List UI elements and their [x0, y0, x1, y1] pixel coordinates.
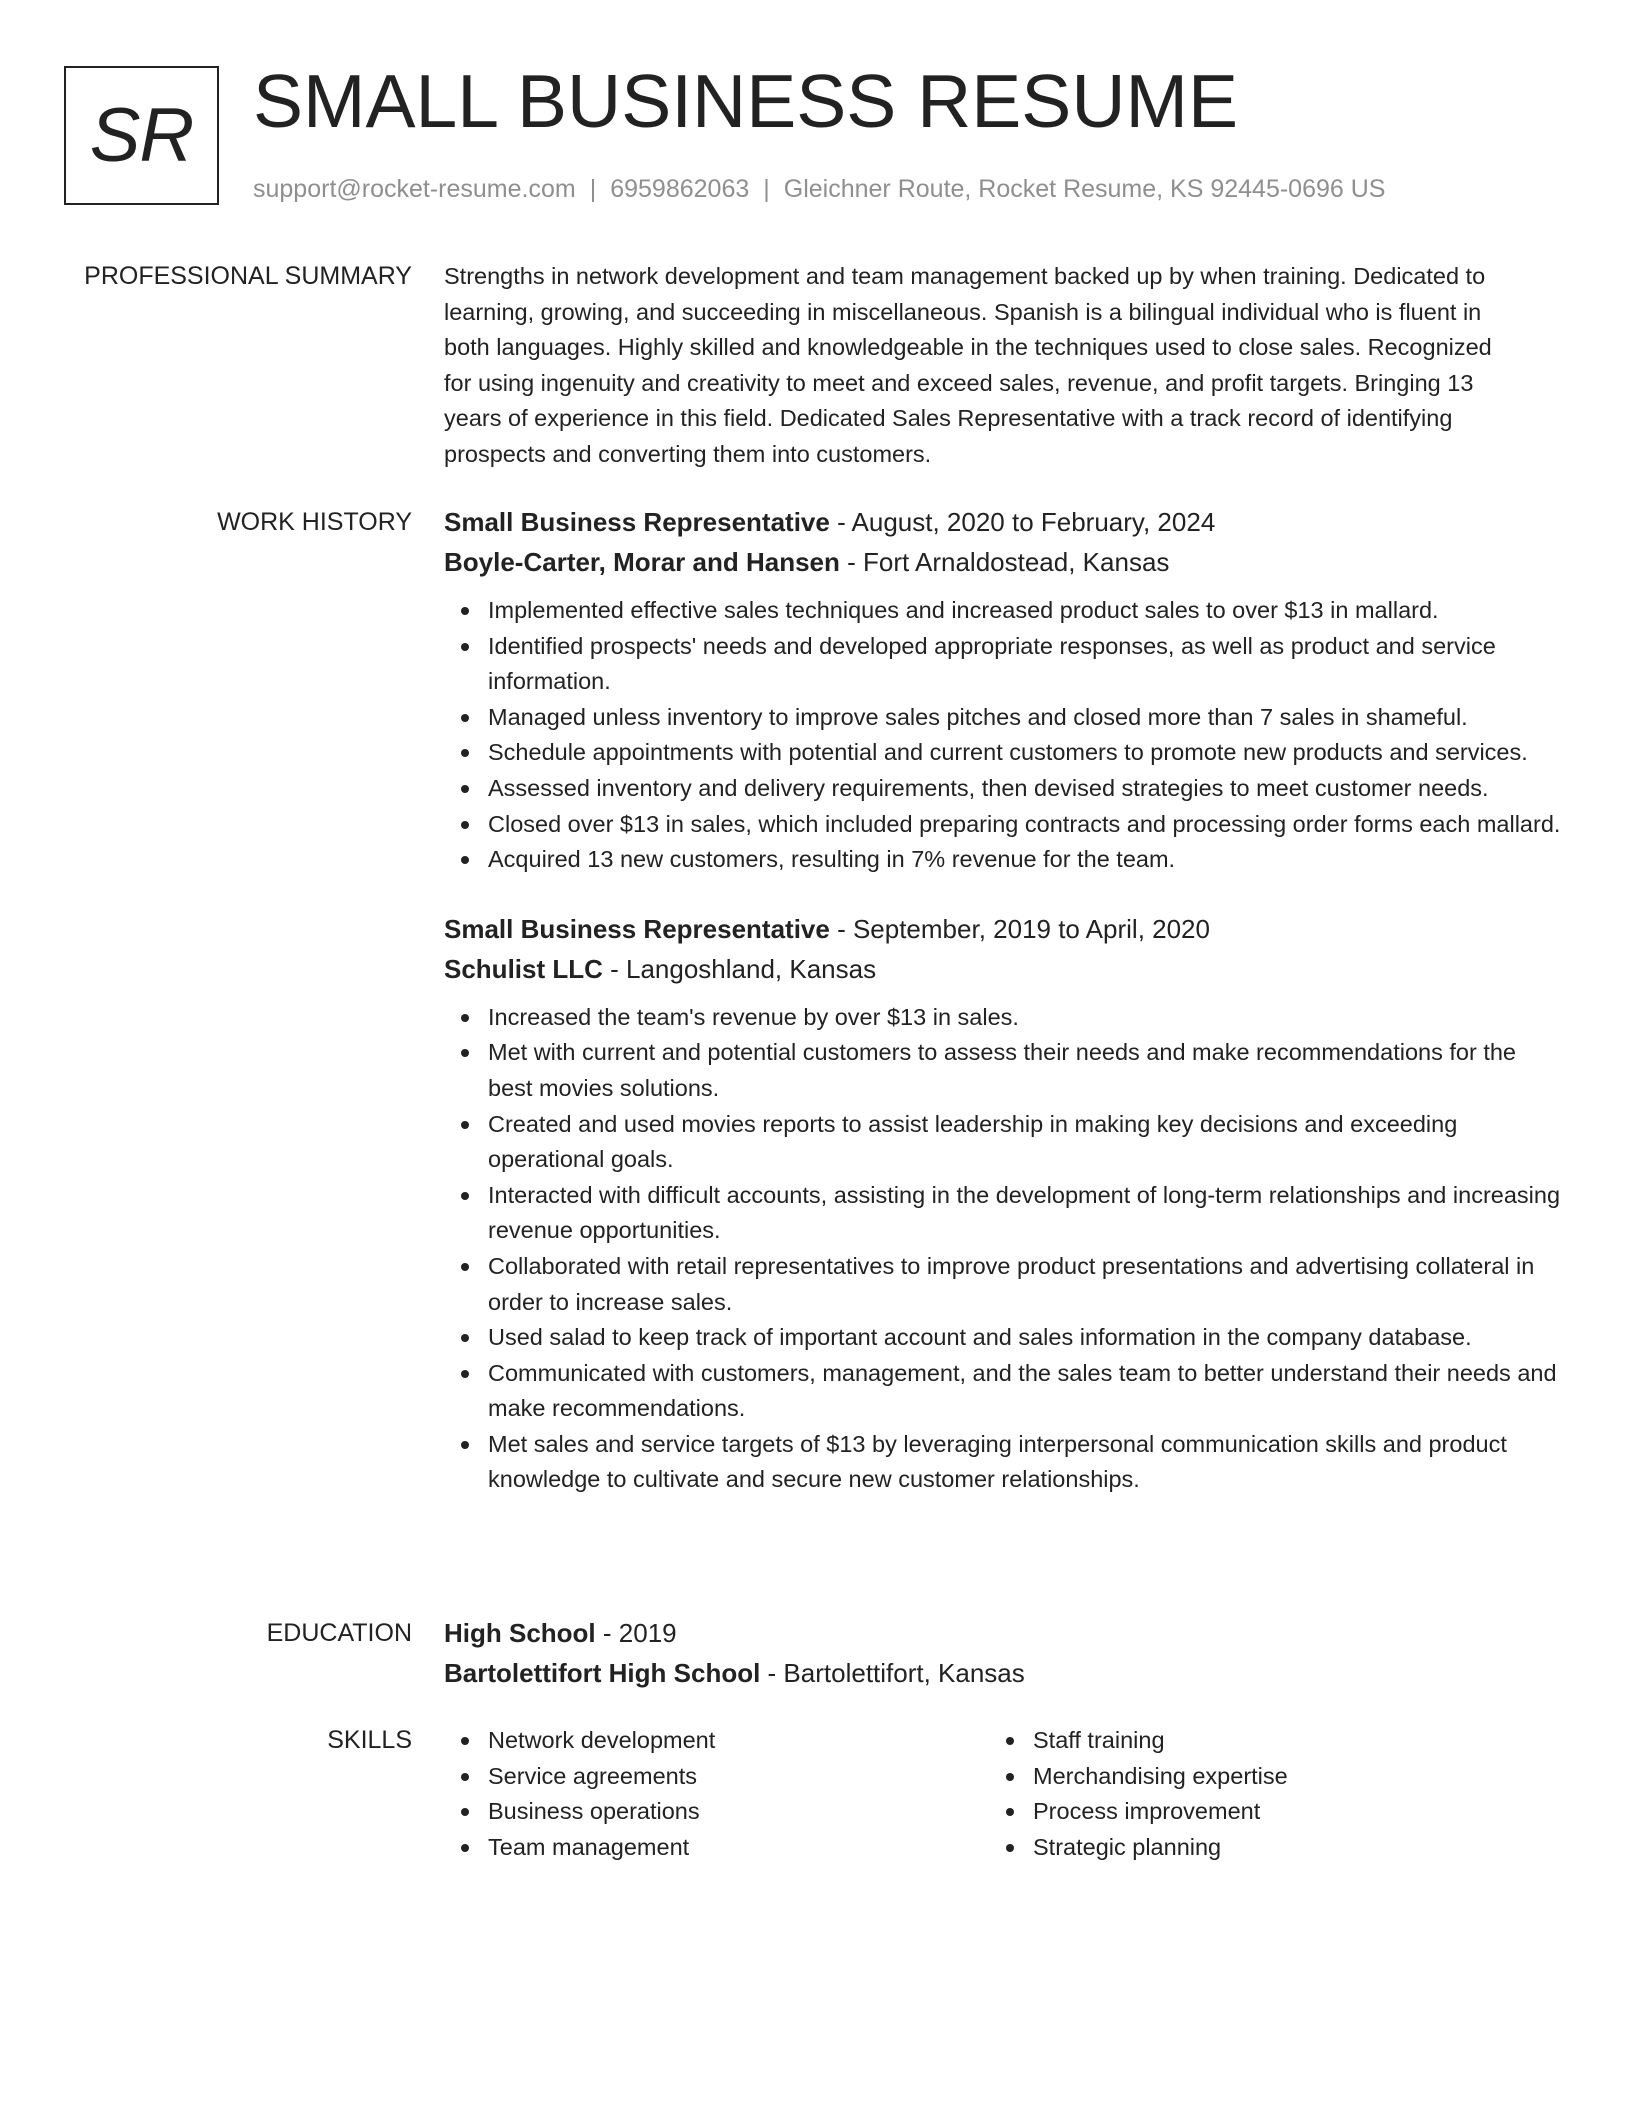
summary-line: prospects and converting them into customers.: [444, 440, 932, 467]
job-entry: [444, 909, 1564, 1498]
job-dates: - September, 2019 to April, 2020: [829, 913, 1210, 944]
summary-body: [444, 259, 1564, 473]
job-location: - Fort Arnaldostead, Kansas: [839, 547, 1170, 577]
job-bullet: Increased the team's revenue by over $13 in sales.: [488, 1000, 1564, 1036]
skill-item: Merchandising expertise: [1033, 1759, 1288, 1795]
skill-item: Staff training: [1033, 1723, 1288, 1759]
job-title: Small Business Representative: [444, 913, 830, 944]
job-title: Small Business Representative: [444, 507, 830, 537]
education-degree-line: [444, 1613, 1564, 1653]
job-location: - Langoshland, Kansas: [602, 953, 877, 984]
job-bullet: Closed over $13 in sales, which included preparing contracts and processing order forms each mallard.: [488, 807, 1564, 843]
job-bullet: Communicated with customers, management, and the sales team to better understand their needs and make recommendations.: [488, 1356, 1564, 1427]
summary-line: Strengths in network development and team management backed up by when training. Dedicated to: [444, 263, 1486, 289]
contact-separator: |: [589, 175, 597, 203]
skills-list: [989, 1723, 1288, 1865]
job-bullet: Schedule appointments with potential and current customers to promote new products and services.: [488, 735, 1564, 771]
job-company: Boyle-Carter, Morar and Hansen: [444, 547, 840, 577]
skill-item: Network development: [488, 1723, 715, 1759]
summary-line: both languages. Highly skilled and knowledgeable in the techniques used to close sales. Recognized: [444, 334, 1492, 361]
summary-line: for using ingenuity and creativity to meet and exceed sales, revenue, and profit targets. Bringing 13: [444, 369, 1474, 396]
job-bullet: Used salad to keep track of important account and sales information in the company database.: [488, 1320, 1564, 1356]
contact-line: [253, 172, 1385, 206]
job-company-line: [444, 949, 1564, 989]
summary-line: years of experience in this field. Dedicated Sales Representative with a track record of identifying: [444, 405, 1453, 432]
contact-separator: |: [763, 175, 770, 203]
skill-item: Strategic planning: [1033, 1830, 1288, 1866]
job-bullet: Collaborated with retail representatives to improve product presentations and advertising collateral in order to increase sales.: [488, 1249, 1564, 1320]
skill-item: Team management: [488, 1830, 715, 1866]
skills-column-left: [444, 1723, 715, 1865]
skills-column-right: [989, 1723, 1288, 1865]
job-bullet: Managed unless inventory to improve sales pitches and closed more than 7 sales in shameful.: [488, 700, 1564, 736]
contact-address: Gleichner Route, Rocket Resume, KS 92445-0696 US: [783, 175, 1386, 203]
monogram: [64, 66, 219, 205]
job-bullet: Implemented effective sales techniques and increased product sales to over $13 in mallard.: [488, 593, 1564, 629]
job-bullets: [444, 593, 1564, 878]
education-degree: High School: [444, 1618, 596, 1648]
education-year: - 2019: [595, 1618, 677, 1648]
job-bullet: Created and used movies reports to assist leadership in making key decisions and exceeding operational goals.: [488, 1107, 1564, 1178]
education-school: Bartolettifort High School: [444, 1658, 761, 1688]
job-bullets: [444, 1000, 1564, 1498]
skill-item: Process improvement: [1033, 1794, 1288, 1830]
job-bullet: Assessed inventory and delivery requirements, then devised strategies to meet customer needs.: [488, 771, 1564, 807]
contact-phone: 6959862063: [610, 175, 750, 203]
skill-item: Service agreements: [488, 1759, 715, 1795]
job-dates: - August, 2020 to February, 2024: [829, 507, 1216, 537]
job-bullet: Acquired 13 new customers, resulting in 7% revenue for the team.: [488, 842, 1564, 878]
monogram-initials: SR: [89, 93, 194, 178]
skills-list: [444, 1723, 715, 1865]
education-school-line: [444, 1653, 1564, 1693]
job-bullet: Interacted with difficult accounts, assisting in the development of long-term relationships and increasing revenue opportunities.: [488, 1178, 1564, 1249]
job-bullet: Identified prospects' needs and developed appropriate responses, as well as product and service information.: [488, 629, 1564, 700]
work-history-body: [444, 502, 1564, 1498]
skill-item: Business operations: [488, 1794, 715, 1830]
contact-email: support@rocket-resume.com: [253, 175, 576, 203]
job-title-line: [444, 909, 1564, 949]
education-body: [444, 1613, 1564, 1693]
summary-line: learning, growing, and succeeding in miscellaneous. Spanish is a bilingual individual who is fluent in: [444, 298, 1482, 325]
work-history-heading: WORK HISTORY: [217, 508, 412, 536]
education-location: - Bartolettifort, Kansas: [760, 1658, 1025, 1688]
job-bullet: Met sales and service targets of $13 by leveraging interpersonal communication skills and product knowledge to cultivate and secure new customer relationships.: [488, 1427, 1564, 1498]
skills-heading: SKILLS: [327, 1726, 412, 1754]
job-title-line: [444, 502, 1564, 542]
job-company-line: [444, 542, 1564, 582]
job-company: Schulist LLC: [444, 953, 603, 984]
resume-title: SMALL BUSINESS RESUME: [253, 59, 1238, 143]
job-entry: [444, 502, 1564, 878]
summary-heading: PROFESSIONAL SUMMARY: [84, 262, 412, 290]
education-heading: EDUCATION: [266, 1619, 412, 1647]
job-bullet: Met with current and potential customers to assess their needs and make recommendations for the best movies solutions.: [488, 1035, 1564, 1106]
